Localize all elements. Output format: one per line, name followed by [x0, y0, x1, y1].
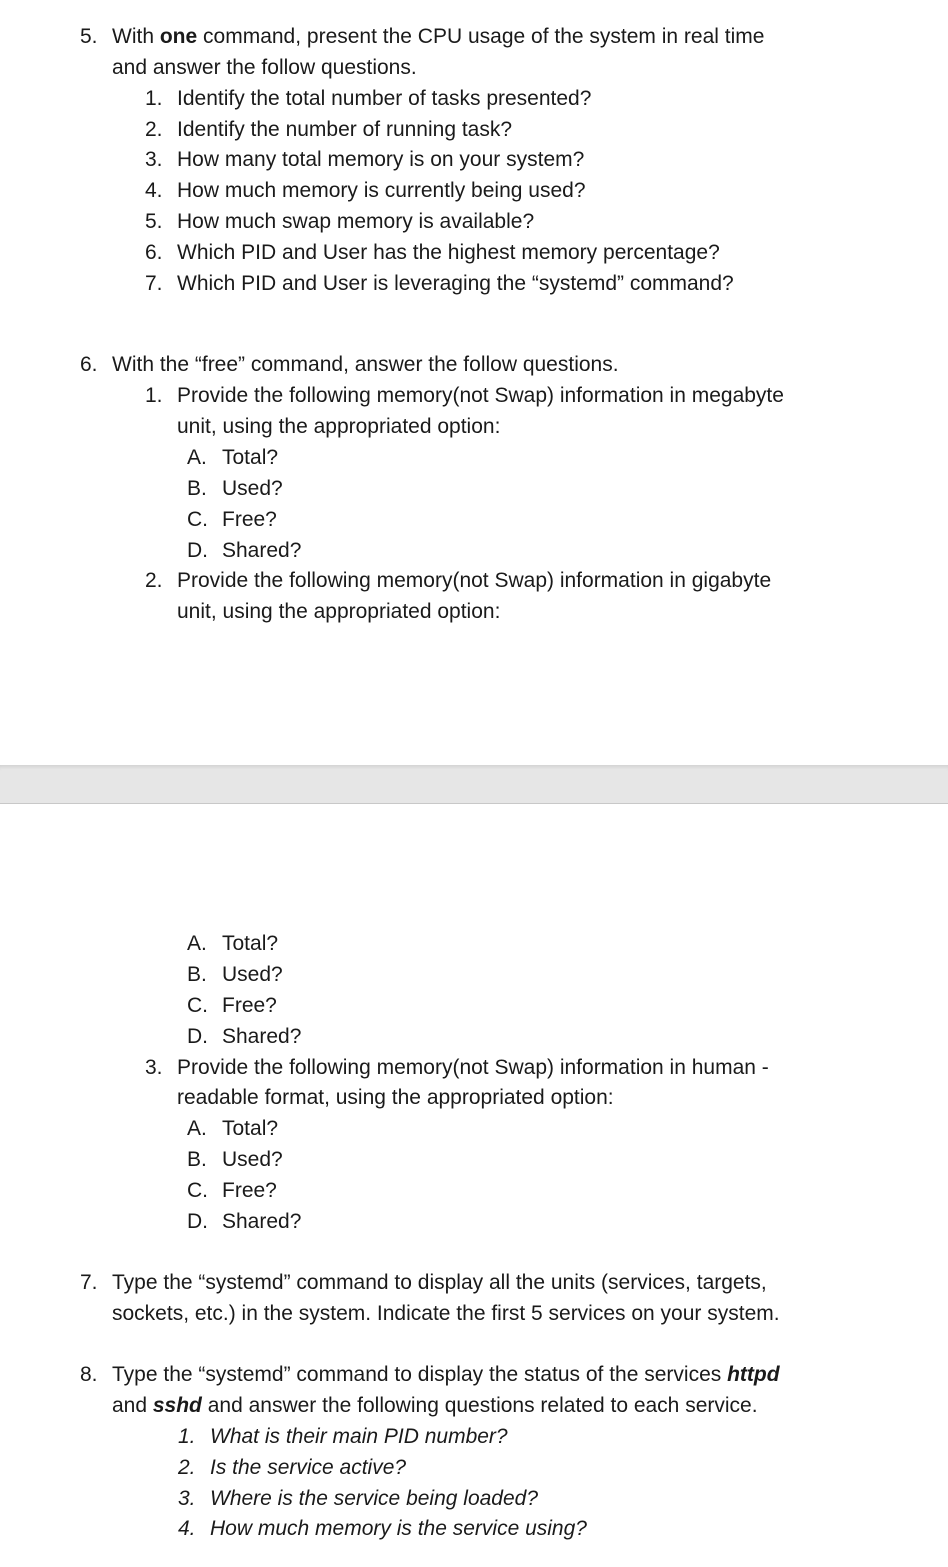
sub-question-number: 1.	[145, 384, 163, 407]
list-item-number: 4.	[178, 1517, 196, 1540]
question-6-number: 6.	[80, 353, 98, 376]
list-item-letter: C.	[187, 508, 208, 531]
list-item: How much swap memory is available?	[177, 210, 535, 233]
list-item: Free?	[222, 508, 277, 531]
question-5-bold-word: one	[159, 25, 198, 48]
list-item-number: 5.	[145, 210, 163, 233]
list-item-letter: A.	[187, 446, 207, 469]
list-item-letter: A.	[187, 932, 207, 955]
list-item-letter: B.	[187, 477, 207, 500]
list-item: How many total memory is on your system?	[177, 148, 585, 171]
document-page-2	[0, 804, 948, 1567]
list-item-number: 1.	[145, 87, 163, 110]
sub-question-text: Provide the following memory(not Swap) information in megabyte	[177, 384, 784, 407]
list-item: How much memory is currently being used?	[177, 179, 586, 202]
question-7-text-line2: sockets, etc.) in the system. Indicate the first 5 services on your system.	[112, 1302, 780, 1325]
list-item-number: 2.	[178, 1456, 196, 1479]
list-item-letter: C.	[187, 994, 208, 1017]
sub-question-number: 3.	[145, 1056, 163, 1079]
list-item-letter: C.	[187, 1179, 208, 1202]
question-6-text: With the “free” command, answer the follow questions.	[112, 353, 619, 376]
sub-question-text: Provide the following memory(not Swap) information in human -	[177, 1056, 769, 1079]
list-item-letter: B.	[187, 963, 207, 986]
question-7-number: 7.	[80, 1271, 98, 1294]
list-item-letter: D.	[187, 539, 208, 562]
list-item-letter: D.	[187, 1025, 208, 1048]
sub-question-text: Provide the following memory(not Swap) information in gigabyte	[177, 569, 772, 592]
question-5-text-line2: and answer the follow questions.	[112, 56, 417, 79]
question-7-text: Type the “systemd” command to display all the units (services, targets,	[112, 1271, 767, 1294]
list-item: Used?	[222, 1148, 283, 1171]
question-8-service-httpd: httpd	[727, 1363, 780, 1386]
list-item: Total?	[222, 932, 279, 955]
sub-question-text-line2: readable format, using the appropriated option:	[177, 1086, 614, 1109]
list-item: Free?	[222, 1179, 277, 1202]
question-5-text-part: With	[112, 25, 160, 48]
list-item: Total?	[222, 1117, 279, 1140]
list-item-letter: D.	[187, 1210, 208, 1233]
question-8-text-part: and	[112, 1394, 153, 1417]
list-item: Is the service active?	[210, 1456, 407, 1479]
question-8-service-sshd: sshd	[152, 1394, 202, 1417]
question-5-text-part: command, present the CPU usage of the system in real time	[197, 25, 765, 48]
list-item-number: 2.	[145, 118, 163, 141]
list-item-number: 3.	[178, 1487, 196, 1510]
list-item: Shared?	[222, 1025, 302, 1048]
sub-question-number: 2.	[145, 569, 163, 592]
list-item: Shared?	[222, 1210, 302, 1233]
list-item-number: 3.	[145, 148, 163, 171]
list-item-letter: A.	[187, 1117, 207, 1140]
question-8-text-line2	[112, 1390, 758, 1421]
question-8-number: 8.	[80, 1363, 98, 1386]
list-item: Which PID and User has the highest memory percentage?	[177, 241, 720, 264]
list-item: Free?	[222, 994, 277, 1017]
list-item: Used?	[222, 477, 283, 500]
question-8-text-part: and answer the following questions related to each service.	[201, 1394, 758, 1417]
page-break-separator	[0, 765, 948, 804]
list-item: Where is the service being loaded?	[210, 1487, 539, 1510]
list-item-number: 1.	[178, 1425, 196, 1448]
question-8-text	[112, 1359, 780, 1390]
list-item: Total?	[222, 446, 279, 469]
list-item: Shared?	[222, 539, 302, 562]
list-item: Identify the total number of tasks presented?	[177, 87, 592, 110]
list-item: Identify the number of running task?	[177, 118, 513, 141]
list-item-number: 7.	[145, 272, 163, 295]
document-page-1	[0, 0, 948, 765]
list-item-letter: B.	[187, 1148, 207, 1171]
list-item: Used?	[222, 963, 283, 986]
list-item: Which PID and User is leveraging the “systemd” command?	[177, 272, 734, 295]
question-5-text	[112, 21, 764, 52]
list-item-number: 6.	[145, 241, 163, 264]
question-8-text-part: Type the “systemd” command to display the status of the services	[112, 1363, 728, 1386]
list-item: What is their main PID number?	[210, 1425, 508, 1448]
question-5-number: 5.	[80, 25, 98, 48]
list-item: How much memory is the service using?	[210, 1517, 587, 1540]
list-item-number: 4.	[145, 179, 163, 202]
sub-question-text-line2: unit, using the appropriated option:	[177, 415, 501, 438]
sub-question-text-line2: unit, using the appropriated option:	[177, 600, 501, 623]
